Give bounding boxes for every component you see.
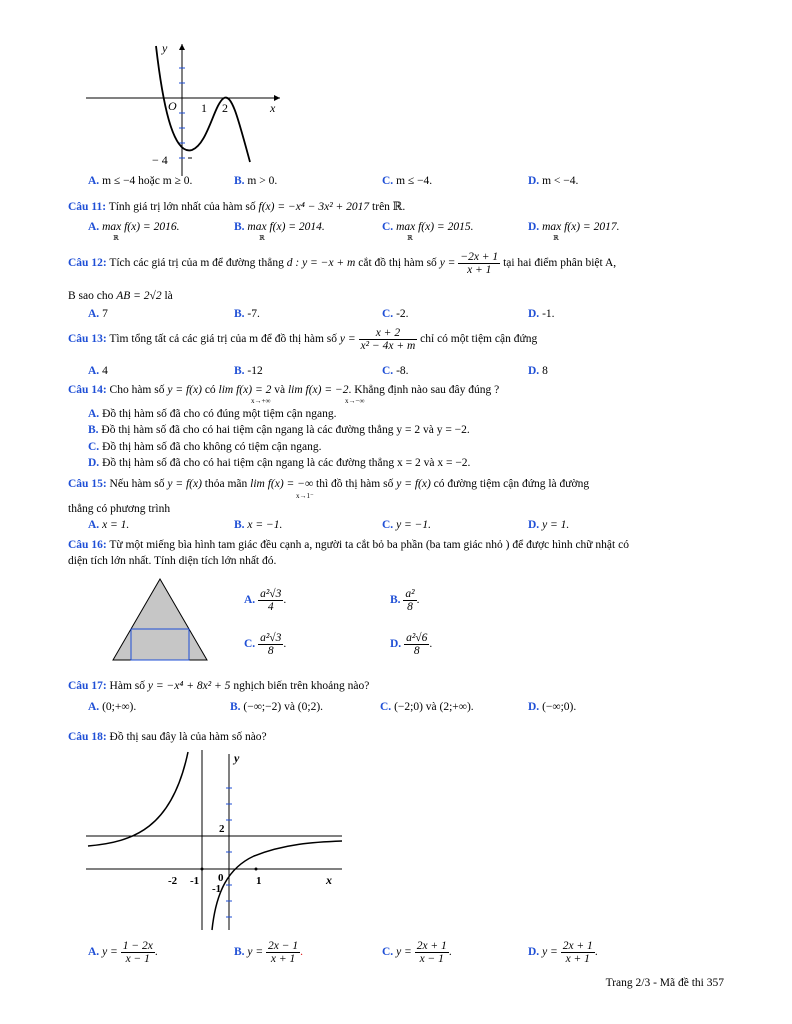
graph-cubic bbox=[80, 38, 290, 178]
q15-label: Câu 15: bbox=[68, 478, 107, 490]
q18-c-frac: $\frac{2x + 1}{x - 1}$ bbox=[416, 940, 447, 966]
opt-label: C. bbox=[244, 638, 256, 651]
opt-label: A. bbox=[88, 175, 100, 187]
opt-label: D. bbox=[528, 701, 540, 713]
q18-y: y = bbox=[102, 946, 118, 959]
opt-label: A. bbox=[88, 701, 100, 713]
q12-fraction: $\frac{-2x + 1}{x + 1}$ bbox=[460, 251, 499, 277]
q11-stem bbox=[68, 199, 405, 213]
g2-zero: 0 bbox=[218, 872, 224, 884]
q17-option-d[interactable] bbox=[528, 701, 576, 713]
q11-sub-b: ℝ bbox=[259, 234, 265, 242]
q12-c-text: -2. bbox=[396, 308, 409, 320]
page-footer: Trang 2/3 - Mã đề thi 357 bbox=[605, 977, 724, 989]
q15-c-text: y = −1. bbox=[396, 519, 432, 531]
q15-option-d[interactable] bbox=[528, 519, 569, 531]
q17-option-b[interactable] bbox=[230, 701, 323, 713]
g2-neg1: -1 bbox=[190, 875, 200, 887]
g2-negone: -1 bbox=[212, 883, 222, 895]
g1-two: 2 bbox=[222, 101, 228, 115]
q11-c-text: max f(x) = 2015. bbox=[396, 221, 474, 233]
q12-option-a[interactable] bbox=[88, 308, 108, 320]
opt-label: A. bbox=[88, 221, 100, 233]
q10-b-text: m > 0. bbox=[247, 175, 278, 187]
g2-x-label: x bbox=[326, 873, 332, 887]
q16-text: Từ một miếng bìa hình tam giác đều cạnh a, người ta cắt bỏ ba phần (ba tam giác nhỏ ) để được hình chữ nhật có bbox=[109, 539, 629, 551]
q14-lim1: lim f(x) = 2 bbox=[218, 384, 272, 396]
q13-option-c[interactable] bbox=[382, 365, 409, 377]
q15-b-text: x = −1. bbox=[247, 519, 283, 531]
q11-option-b[interactable] bbox=[234, 221, 325, 233]
q12-line: d : y = −x + m bbox=[286, 257, 356, 270]
opt-label: B. bbox=[234, 365, 245, 377]
q16-option-b[interactable]: B. $\frac{\text{a²}}{8}$ . bbox=[390, 588, 420, 614]
q16-a-frac: $\frac{\text{a²√3}}{4}$ bbox=[260, 588, 282, 614]
q16-b-frac: $\frac{\text{a²}}{8}$ bbox=[405, 588, 415, 614]
q18-y: y = bbox=[542, 946, 558, 959]
opt-label: D. bbox=[528, 175, 540, 187]
q12-y: y = bbox=[439, 257, 456, 270]
opt-label: C. bbox=[382, 946, 394, 959]
q11-sub-d: ℝ bbox=[553, 234, 559, 242]
q16-label: Câu 16: bbox=[68, 539, 107, 551]
q10-option-d[interactable] bbox=[528, 175, 578, 187]
opt-label: B. bbox=[234, 519, 245, 531]
q14-option-d[interactable] bbox=[88, 457, 470, 469]
q18-y: y = bbox=[396, 946, 412, 959]
q12-option-b[interactable] bbox=[234, 308, 260, 320]
q17-func: y = −x⁴ + 8x² + 5 bbox=[147, 680, 231, 692]
q12-stem bbox=[68, 251, 616, 276]
q15-sub: x→1⁻ bbox=[296, 492, 314, 500]
q18-y: y = bbox=[247, 946, 264, 959]
q11-tail: trên ℝ. bbox=[372, 201, 406, 213]
q11-sub-a: ℝ bbox=[113, 234, 119, 242]
q12-la: là bbox=[164, 290, 173, 302]
q15-thoa: thỏa mãn bbox=[204, 478, 248, 490]
opt-label: B. bbox=[230, 701, 241, 713]
q14-option-c[interactable] bbox=[88, 441, 321, 453]
q18-b-frac: $\frac{2x - 1}{x + 1}$ bbox=[268, 940, 299, 966]
q17-d-text: (−∞;0). bbox=[542, 701, 577, 713]
q14-func: y = f(x) bbox=[167, 384, 202, 396]
q12-text: Tích các giá trị của m để đường thẳng bbox=[109, 257, 284, 270]
q18-option-a[interactable]: A. y = $\frac{1 - 2x}{x - 1}$ . bbox=[88, 940, 158, 966]
q15-func: y = f(x) bbox=[167, 478, 202, 490]
q15-option-b[interactable] bbox=[234, 519, 282, 531]
q15-tail: có đường tiệm cận đứng là đường bbox=[433, 478, 590, 490]
q16-option-d[interactable]: D. $\frac{\text{a²√6}}{8}$ . bbox=[390, 632, 433, 658]
q14-a-text: Đồ thị hàm số đã cho có đúng một tiệm cận ngang. bbox=[102, 408, 337, 420]
q15-func2: y = f(x) bbox=[396, 478, 431, 490]
q14-stem bbox=[68, 384, 499, 396]
q15-lim: lim f(x) = −∞ bbox=[250, 478, 314, 490]
q18-stem bbox=[68, 731, 267, 743]
opt-label: C. bbox=[382, 221, 394, 233]
q13-c-text: -8. bbox=[396, 365, 409, 377]
q11-func: f(x) = −x⁴ − 3x² + 2017 bbox=[258, 201, 370, 213]
q16-c-frac: $\frac{\text{a²√3}}{8}$ bbox=[260, 632, 282, 658]
q15-d-text: y = 1. bbox=[542, 519, 570, 531]
opt-label: B. bbox=[234, 221, 245, 233]
q11-sub-c: ℝ bbox=[407, 234, 413, 242]
q18-label: Câu 18: bbox=[68, 731, 107, 743]
q16-d-frac: $\frac{\text{a²√6}}{8}$ bbox=[406, 632, 428, 658]
q11-a-text: max f(x) = 2016. bbox=[102, 221, 180, 233]
q12-line2 bbox=[68, 290, 173, 302]
opt-label: A. bbox=[88, 946, 100, 959]
q13-option-d[interactable] bbox=[528, 365, 548, 377]
q16-stem bbox=[68, 539, 629, 551]
opt-label: C. bbox=[88, 441, 100, 453]
q18-d-frac: $\frac{2x + 1}{x + 1}$ bbox=[562, 940, 593, 966]
opt-label: D. bbox=[528, 519, 540, 531]
q14-label: Câu 14: bbox=[68, 384, 107, 396]
q13-a-text: 4 bbox=[102, 365, 108, 377]
q14-co: có bbox=[204, 384, 216, 396]
opt-label: C. bbox=[382, 365, 394, 377]
q14-lim2: lim f(x) = −2 bbox=[287, 384, 349, 396]
q12-option-c[interactable] bbox=[382, 308, 409, 320]
g2-y-label: y bbox=[234, 751, 240, 765]
g1-origin: O bbox=[168, 99, 177, 113]
q13-d-text: 8 bbox=[542, 365, 548, 377]
q14-sub2: x→−∞ bbox=[345, 397, 365, 405]
q12-line2-text: B sao cho bbox=[68, 290, 114, 302]
g2-neg2: -2 bbox=[168, 875, 178, 887]
opt-label: C. bbox=[382, 308, 394, 320]
q13-option-b[interactable] bbox=[234, 365, 263, 377]
g1-neg4: − 4 bbox=[152, 153, 168, 167]
opt-label: D. bbox=[528, 221, 540, 233]
q11-option-c[interactable] bbox=[382, 221, 473, 233]
opt-label: C. bbox=[382, 175, 394, 187]
opt-label: C. bbox=[382, 519, 394, 531]
opt-label: B. bbox=[88, 424, 99, 436]
q12-label: Câu 12: bbox=[68, 257, 107, 270]
q13-tail: chỉ có một tiệm cận đứng bbox=[420, 333, 538, 346]
q13-stem bbox=[68, 327, 537, 352]
q18-text: Đồ thị sau đây là của hàm số nào? bbox=[109, 731, 267, 743]
opt-label: C. bbox=[380, 701, 392, 713]
q12-cond: AB = 2√2 bbox=[116, 290, 162, 302]
q13-text: Tìm tổng tất cả các giá trị của m để đồ thị hàm số bbox=[109, 333, 338, 346]
q14-option-a[interactable] bbox=[88, 408, 337, 420]
opt-label: B. bbox=[234, 175, 245, 187]
q10-option-b[interactable] bbox=[234, 175, 277, 187]
q12-mid: cắt đồ thị hàm số bbox=[358, 257, 437, 270]
g2-one: 1 bbox=[256, 875, 262, 887]
opt-label: D. bbox=[88, 457, 100, 469]
q17-b-text: (−∞;−2) và (0;2). bbox=[243, 701, 324, 713]
opt-label: B. bbox=[234, 946, 245, 959]
q14-d-text: Đồ thị hàm số đã cho có hai tiệm cận ngang là các đường thẳng x = 2 và x = −2. bbox=[102, 457, 471, 469]
q18-option-b[interactable]: B. y = $\frac{2x - 1}{x + 1}$ . bbox=[234, 940, 304, 966]
q13-option-a[interactable] bbox=[88, 365, 108, 377]
q15-line2: thẳng có phương trình bbox=[68, 503, 171, 515]
opt-label: A. bbox=[88, 519, 100, 531]
q15-stem bbox=[68, 478, 589, 490]
g1-y-label: y bbox=[162, 41, 168, 55]
q15-option-a[interactable] bbox=[88, 519, 129, 531]
q10-a-text: m ≤ −4 hoặc m ≥ 0. bbox=[102, 175, 193, 187]
q10-c-text: m ≤ −4. bbox=[396, 175, 433, 187]
opt-label: A. bbox=[88, 408, 100, 420]
graph-hyperbola bbox=[84, 748, 346, 932]
q13-label: Câu 13: bbox=[68, 333, 107, 346]
opt-label: A. bbox=[88, 365, 100, 377]
q16-option-c[interactable]: C. $\frac{\text{a²√3}}{8}$ . bbox=[244, 632, 287, 658]
q15-mid: thì đồ thị hàm số bbox=[316, 478, 394, 490]
q10-d-text: m < −4. bbox=[542, 175, 579, 187]
q12-d-text: -1. bbox=[542, 308, 555, 320]
opt-label: A. bbox=[244, 594, 256, 607]
q18-a-frac: $\frac{1 - 2x}{x - 1}$ bbox=[122, 940, 153, 966]
opt-label: D. bbox=[390, 638, 402, 651]
q14-tail: . Khẳng định nào sau đây đúng ? bbox=[348, 384, 500, 396]
q11-option-a[interactable] bbox=[88, 221, 179, 233]
q17-a-text: (0;+∞). bbox=[102, 701, 137, 713]
opt-label: A. bbox=[88, 308, 100, 320]
g1-x-label: x bbox=[270, 101, 276, 115]
q11-text: Tính giá trị lớn nhất của hàm số bbox=[108, 201, 256, 213]
opt-label: D. bbox=[528, 946, 540, 959]
q12-option-d[interactable] bbox=[528, 308, 555, 320]
q11-d-text: max f(x) = 2017. bbox=[542, 221, 620, 233]
q14-option-b[interactable] bbox=[88, 424, 470, 436]
q14-va: và bbox=[274, 384, 286, 396]
triangle-figure bbox=[110, 576, 210, 664]
q14-c-text: Đồ thị hàm số đã cho không có tiệm cận ngang. bbox=[102, 441, 322, 453]
q12-b-text: -7. bbox=[247, 308, 260, 320]
q10-option-a[interactable] bbox=[88, 175, 192, 187]
q16-line2: diện tích lớn nhất. Tính diện tích lớn nhất đó. bbox=[68, 555, 277, 567]
q14-text: Cho hàm số bbox=[109, 384, 165, 396]
q15-text: Nếu hàm số bbox=[109, 478, 165, 490]
q18-option-c[interactable]: C. y = $\frac{2x + 1}{x - 1}$ . bbox=[382, 940, 452, 966]
q13-y: y = bbox=[339, 333, 356, 346]
q15-a-text: x = 1. bbox=[102, 519, 130, 531]
q14-sub1: x→+∞ bbox=[251, 397, 271, 405]
g2-two: 2 bbox=[219, 823, 225, 835]
q17-option-a[interactable] bbox=[88, 701, 136, 713]
opt-label: B. bbox=[390, 594, 401, 607]
q12-a-text: 7 bbox=[102, 308, 108, 320]
q13-fraction: $\frac{x + 2}{\text{x² − 4x + m}}$ bbox=[360, 327, 416, 353]
g1-one: 1 bbox=[201, 101, 207, 115]
q17-stem bbox=[68, 680, 369, 692]
q17-text: Hàm số bbox=[109, 680, 145, 692]
q17-tail: nghịch biến trên khoảng nào? bbox=[233, 680, 370, 692]
q11-option-d[interactable] bbox=[528, 221, 619, 233]
q12-tail: tại hai điểm phân biệt A, bbox=[503, 257, 617, 270]
q10-option-c[interactable] bbox=[382, 175, 432, 187]
q17-c-text: (−2;0) và (2;+∞). bbox=[394, 701, 474, 713]
q16-option-a[interactable]: A. $\frac{\text{a²√3}}{4}$ . bbox=[244, 588, 287, 614]
opt-label: B. bbox=[234, 308, 245, 320]
q11-b-text: max f(x) = 2014. bbox=[247, 221, 325, 233]
q15-option-c[interactable] bbox=[382, 519, 431, 531]
q13-b-text: -12 bbox=[247, 365, 263, 377]
q18-option-d[interactable]: D. y = $\frac{2x + 1}{x + 1}$ . bbox=[528, 940, 598, 966]
q17-option-c[interactable] bbox=[380, 701, 474, 713]
q17-label: Câu 17: bbox=[68, 680, 107, 692]
q14-b-text: Đồ thị hàm số đã cho có hai tiệm cận ngang là các đường thẳng y = 2 và y = −2. bbox=[101, 424, 470, 436]
opt-label: D. bbox=[528, 365, 540, 377]
q11-label: Câu 11: bbox=[68, 201, 107, 213]
opt-label: D. bbox=[528, 308, 540, 320]
